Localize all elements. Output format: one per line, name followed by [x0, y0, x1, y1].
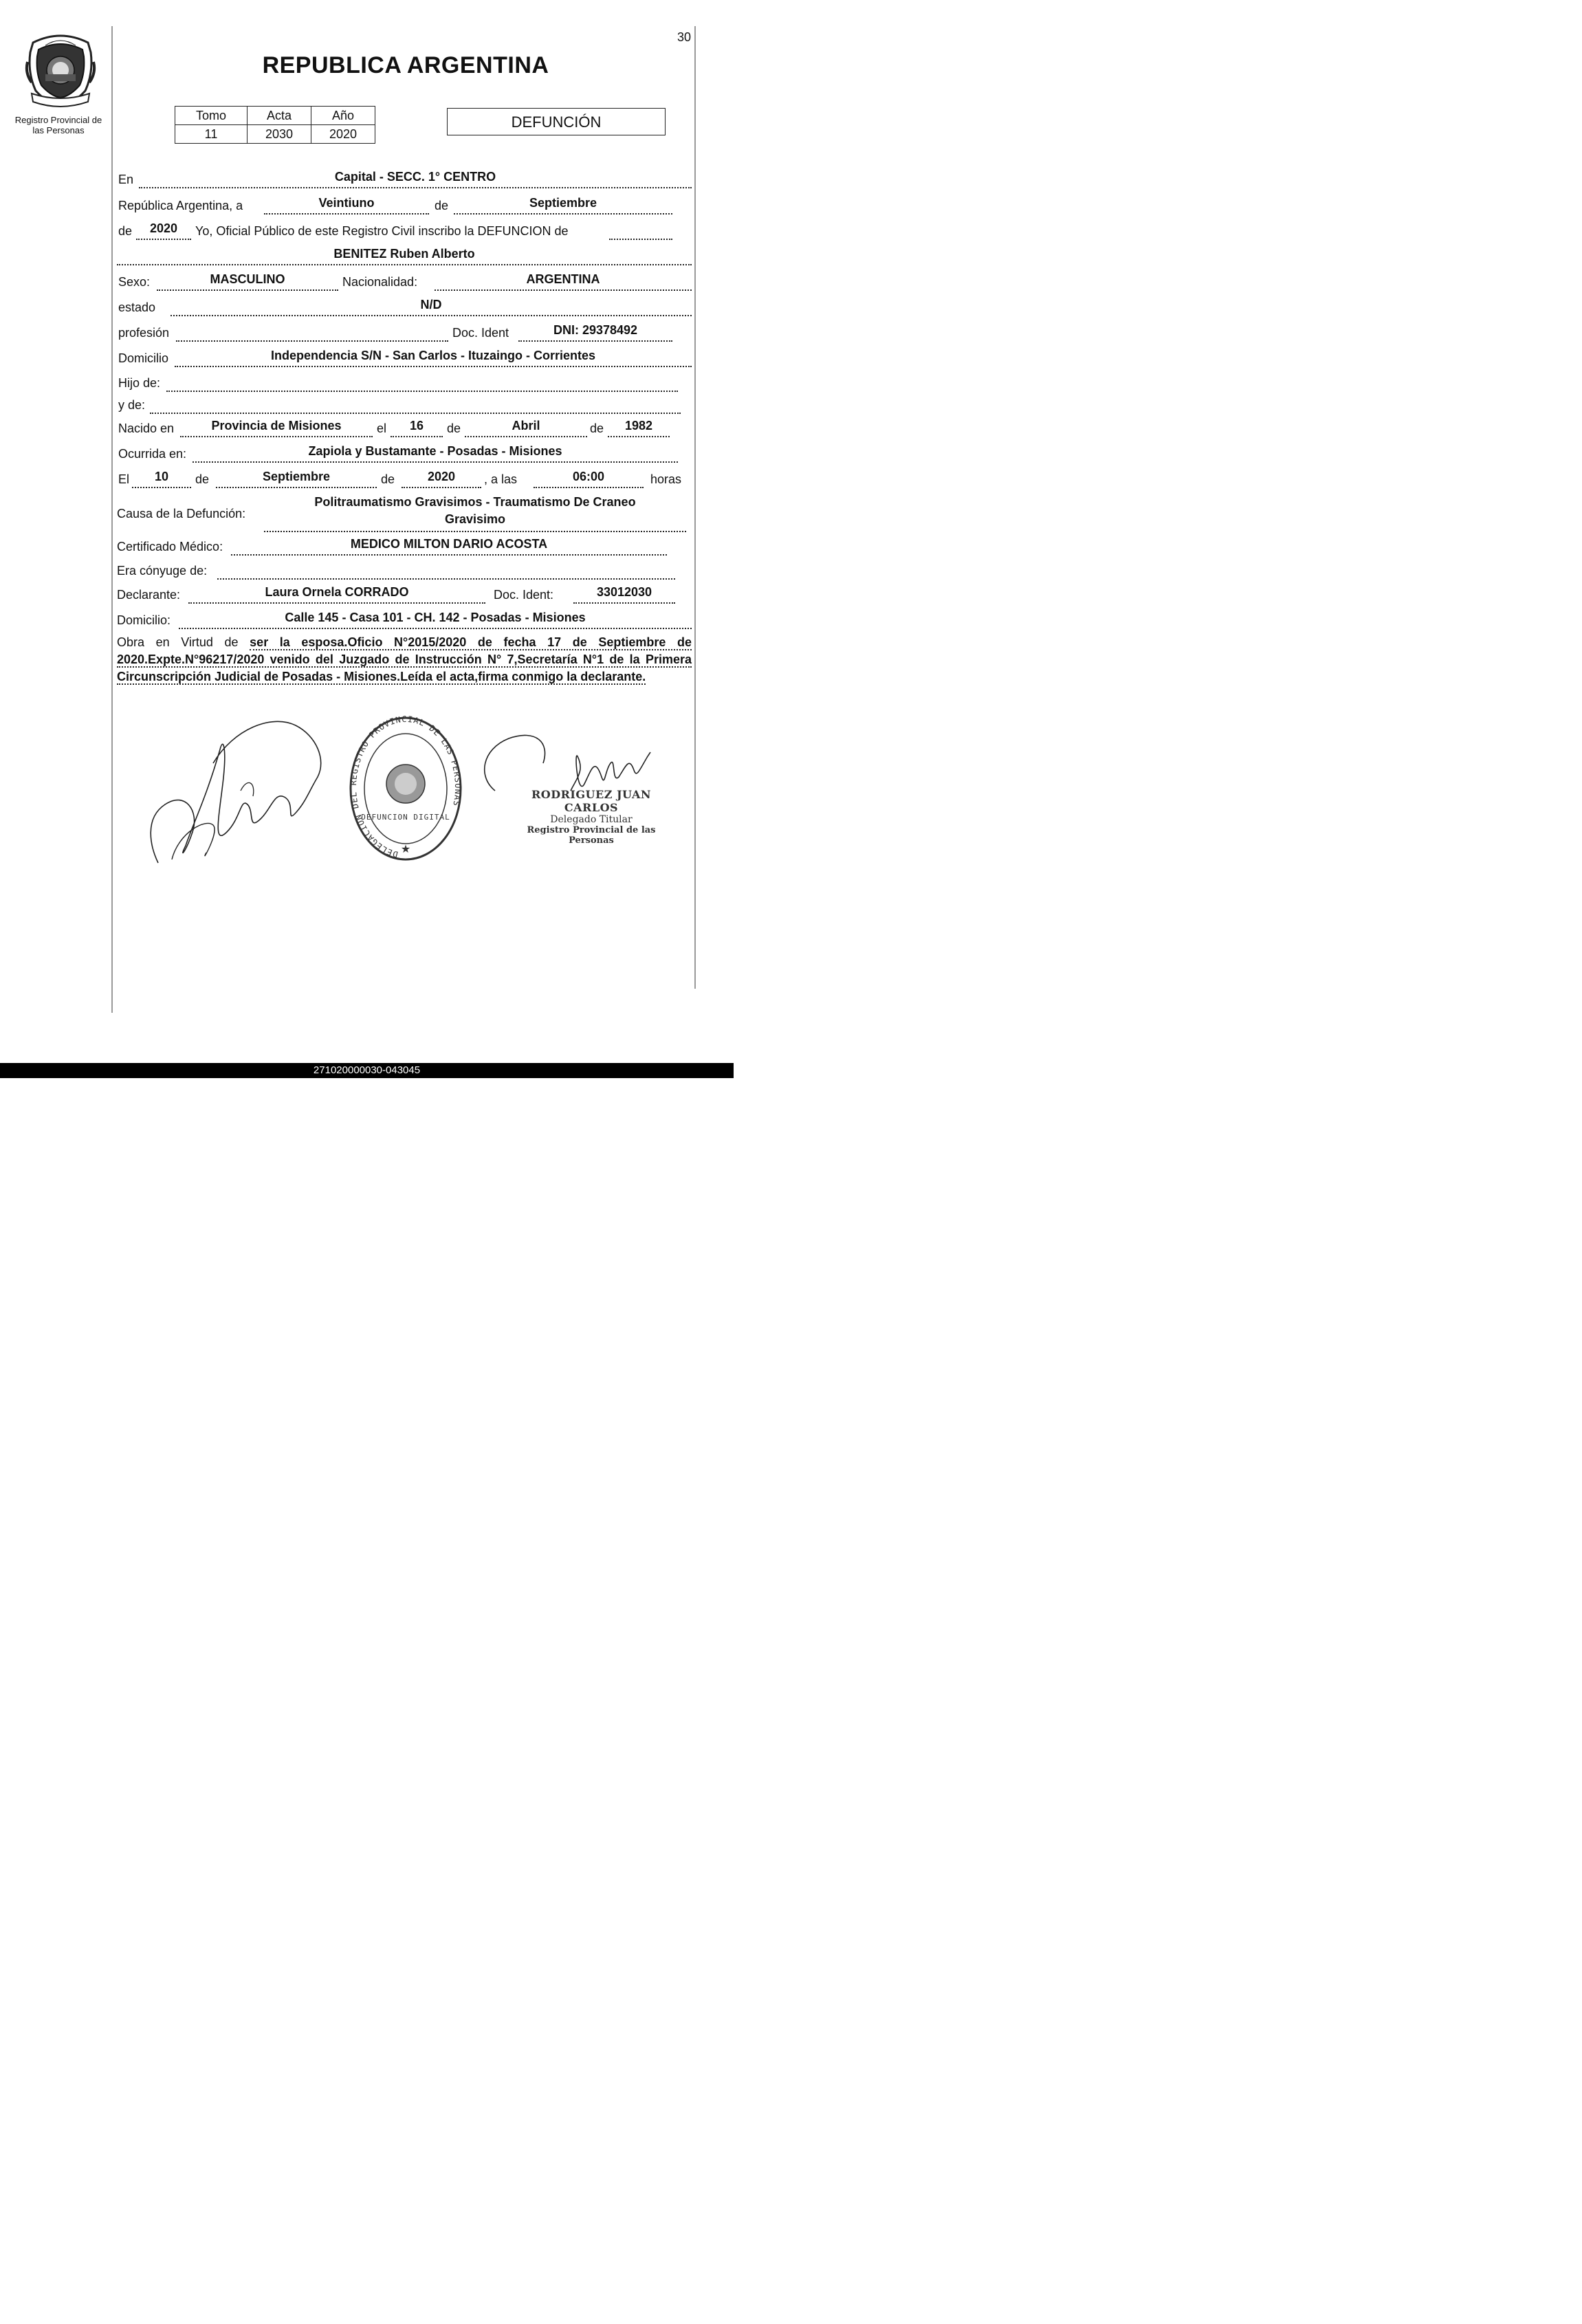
row-causa [117, 492, 692, 532]
hijo-value [166, 373, 678, 392]
document-type-box: DEFUNCIÓN [447, 108, 666, 135]
sexo-value: MASCULINO [157, 272, 338, 291]
republica-label: República Argentina, a [118, 199, 243, 212]
domicilio2-label: Domicilio: [117, 613, 171, 627]
domicilio-label: Domicilio [118, 351, 169, 365]
conyuge-label: Era cónyuge de: [117, 564, 208, 578]
official-name: RODRIGUEZ JUAN CARLOS [531, 788, 652, 814]
obra-text: ser la esposa.Oficio N°2015/2020 de fecha 17 de Septiembre de 2020.Expte.N°96217/2020 venido del Juzgado de Instrucción N° 7,Secretaría N°1 de la Primera Circunscripción Judicial de Posadas - Misiones.Leída el acta,firma conmigo la declarante. [117, 635, 692, 683]
row-domicilio2 [117, 610, 692, 629]
row-deceased-name [117, 246, 692, 265]
sexo-label: Sexo: [118, 275, 151, 289]
acta-value: 2030 [248, 125, 311, 144]
nacido-mes-value: Abril [465, 418, 587, 437]
row-fecha-inscripcion [117, 195, 692, 215]
de-label-6: de [381, 472, 395, 486]
doc-ident2-label: Doc. Ident: [494, 588, 554, 602]
y-de-label: y de: [118, 398, 146, 412]
row-hijo [117, 373, 692, 392]
row-domicilio [117, 348, 692, 367]
barcode-footer: 271020000030-043045 [0, 1063, 734, 1078]
certificado-label: Certificado Médico: [117, 540, 223, 553]
official-org: Registro Provincial de las Personas [527, 825, 656, 846]
fallec-anio-value: 2020 [402, 469, 481, 488]
delegacion-stamp [347, 715, 464, 863]
horas-label: horas [650, 472, 682, 486]
document-title: REPUBLICA ARGENTINA [262, 52, 549, 78]
profesion-value [176, 322, 448, 342]
certificado-value: MEDICO MILTON DARIO ACOSTA [231, 536, 667, 556]
anio-value: 2020 [311, 125, 375, 144]
page-number: 30 [677, 30, 691, 44]
month-value: Septiembre [454, 195, 672, 215]
row-declarante [117, 584, 692, 604]
tomo-acta-anio-table [175, 106, 375, 144]
declarante-value: Laura Ornela CORRADO [188, 584, 485, 604]
deceased-name: BENITEZ Ruben Alberto [117, 246, 692, 265]
de-label-2: de [118, 224, 133, 238]
estado-value: N/D [171, 297, 692, 316]
row-ocurrida [117, 443, 692, 463]
domicilio-value: Independencia S/N - San Carlos - Ituzaingo - Corrientes [175, 348, 692, 367]
en-label: En [118, 173, 134, 186]
obra-en-virtud-paragraph [117, 634, 692, 686]
nacido-label: Nacido en [118, 421, 175, 435]
causa-line-2: Gravisimo [444, 512, 506, 526]
el-label: el [377, 421, 387, 435]
declarante-label: Declarante: [117, 588, 181, 602]
row-sexo [117, 272, 692, 291]
acta-header: Acta [248, 107, 311, 125]
nacionalidad-value: ARGENTINA [435, 272, 692, 291]
hora-value: 06:00 [534, 469, 644, 488]
right-margin-line [694, 26, 696, 989]
oficial-blank [609, 221, 672, 240]
tomo-value: 11 [175, 125, 248, 144]
el2-label: El [118, 472, 130, 486]
day-words: Veintiuno [264, 195, 429, 215]
row-estado [117, 297, 692, 316]
estado-label: estado [118, 300, 156, 314]
left-margin-line [111, 26, 113, 1013]
nacido-anio-value: 1982 [608, 418, 670, 437]
de-label-5: de [195, 472, 210, 486]
official-block [509, 788, 674, 846]
tomo-header: Tomo [175, 107, 248, 125]
row-fecha-defuncion [117, 469, 692, 488]
oficial-text: Yo, Oficial Público de este Registro Civil inscribo la DEFUNCION de [195, 224, 569, 238]
certificate-page [0, 0, 734, 1078]
de-label-1: de [435, 199, 449, 212]
causa-value [264, 494, 686, 532]
doc-ident-value: DNI: 29378492 [518, 322, 672, 342]
row-profesion [117, 322, 692, 342]
domicilio2-value: Calle 145 - Casa 101 - CH. 142 - Posadas - Misiones [179, 610, 692, 629]
profesion-label: profesión [118, 326, 170, 340]
ocurrida-label: Ocurrida en: [118, 447, 187, 461]
obra-label: Obra en Virtud de [117, 635, 239, 649]
en-value: Capital - SECC. 1° CENTRO [139, 169, 692, 188]
nacido-en-value: Provincia de Misiones [180, 418, 373, 437]
row-nacido [117, 418, 692, 437]
row-en [117, 169, 692, 188]
nacionalidad-label: Nacionalidad: [342, 275, 418, 289]
fallec-mes-value: Septiembre [216, 469, 377, 488]
stamp-inner-text: DEFUNCION DIGITAL [361, 813, 450, 822]
fallec-dia-value: 10 [132, 469, 191, 488]
ocurrida-en-value: Zapiola y Bustamante - Posadas - Misiones [193, 443, 678, 463]
svg-text:★: ★ [400, 844, 411, 855]
alas-label: , a las [484, 472, 518, 486]
misiones-seal-logo [25, 32, 96, 109]
conyuge-value [217, 560, 675, 580]
row-oficial [117, 221, 692, 240]
anio-header: Año [311, 107, 375, 125]
doc-ident2-value: 33012030 [573, 584, 675, 604]
de-label-3: de [447, 421, 461, 435]
hijo-label: Hijo de: [118, 376, 161, 390]
causa-label: Causa de la Defunción: [117, 507, 246, 520]
declarant-signature [138, 708, 337, 884]
causa-line-1: Politraumatismo Gravisimos - Traumatismo De Craneo [314, 495, 636, 509]
nacido-dia-value: 16 [391, 418, 443, 437]
year-value: 2020 [136, 221, 191, 240]
stamp-ring-text: DELEGACION DEL REGISTRO PROVINCIAL DE LAS PERSONAS [349, 715, 463, 859]
official-role: Delegado Titular [550, 814, 633, 825]
doc-ident-label: Doc. Ident [452, 326, 509, 340]
row-certificado [117, 536, 692, 556]
row-conyuge [117, 560, 692, 580]
registry-label: Registro Provincial de las Personas [14, 115, 102, 135]
row-y-de [117, 395, 692, 414]
de-label-4: de [590, 421, 604, 435]
y-de-value [150, 395, 681, 414]
